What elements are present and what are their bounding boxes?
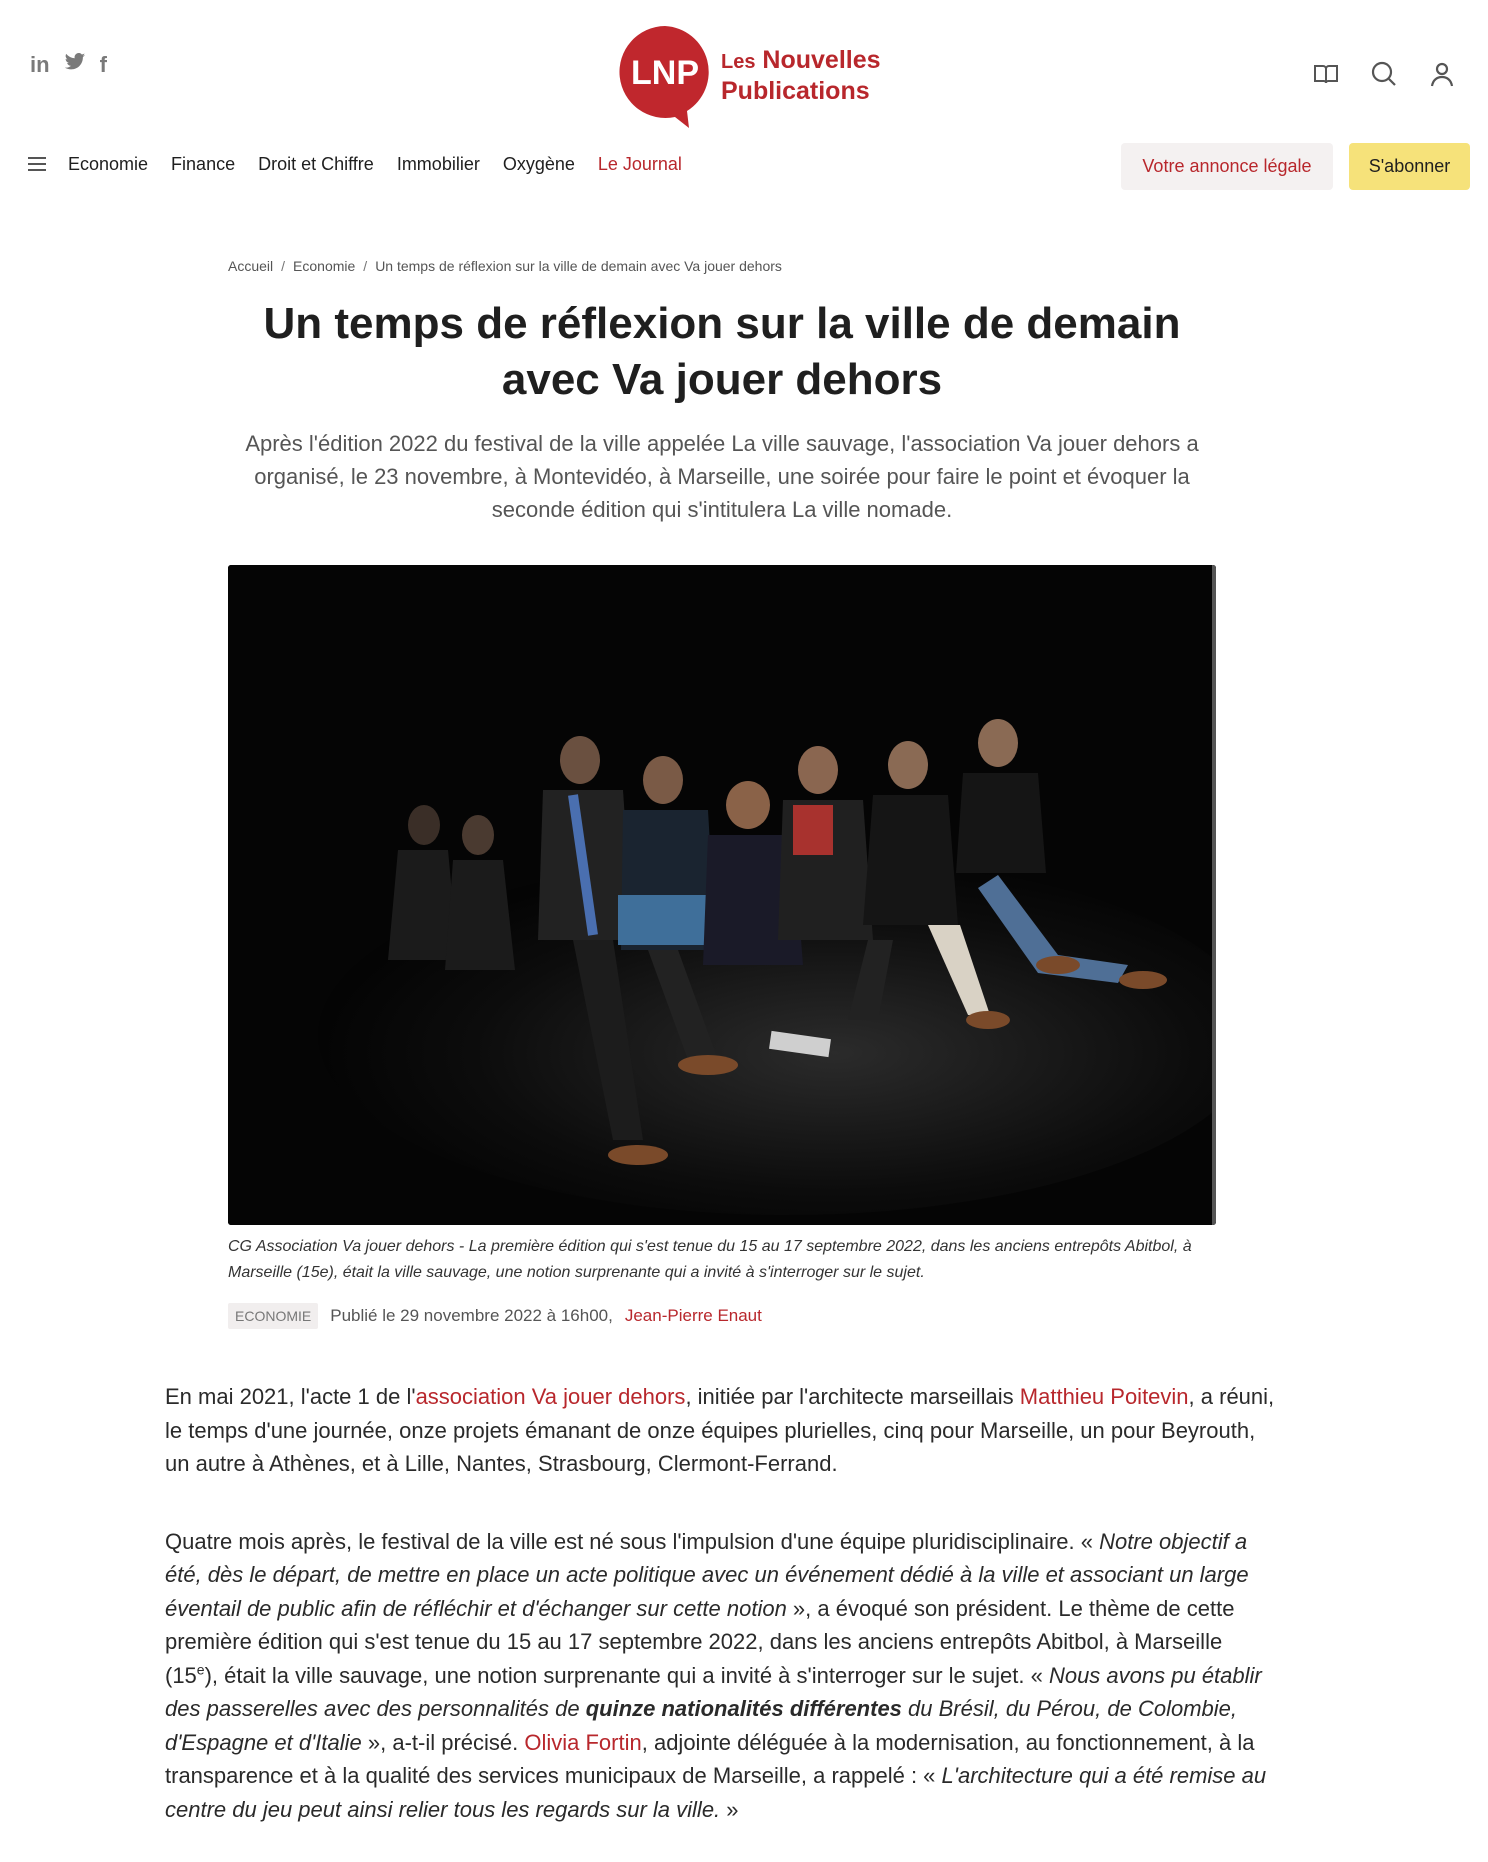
body-paragraph: [165, 1525, 1280, 1827]
nav-item-economie[interactable]: Economie: [68, 154, 149, 174]
body-text: », a-t-il précisé.: [361, 1729, 525, 1755]
logo-mark: [617, 24, 713, 128]
menu-icon[interactable]: [28, 157, 46, 171]
person-link[interactable]: Olivia Fortin: [524, 1729, 642, 1755]
quote-emphasis: quinze nationalités différentes: [585, 1696, 902, 1721]
nav-item-finance[interactable]: Finance: [171, 154, 236, 174]
breadcrumb-section[interactable]: Economie: [293, 258, 356, 274]
breadcrumb-separator: /: [363, 258, 368, 274]
site-logo[interactable]: [617, 24, 881, 128]
nav-item-droit-et-chiffre[interactable]: Droit et Chiffre: [258, 154, 374, 174]
body-text: », a évoqué son président. Le thème de cette première édition qui s'est tenue du 15 au 17 septembre 2022, dans les anciens entrepôts Abitbol, à Marseille (15: [165, 1595, 1235, 1688]
book-icon[interactable]: [1312, 60, 1340, 88]
subscribe-button[interactable]: S'abonner: [1349, 143, 1470, 190]
body-text: , adjointe déléguée à la modernisation, au fonctionnement, à la transparence et à la qualité des services municipaux de Marseille, a rappelé : «: [165, 1729, 1255, 1788]
association-link[interactable]: association Va jouer dehors: [415, 1384, 686, 1409]
logo-wordmark: [721, 46, 881, 106]
body-text: , a réuni, le temps d'une journée, onze projets émanant de onze équipes plurielles, cinq pour Marseille, un pour Beyrouth, un autre à Athènes, et à Lille, Nantes, Strasbourg, Clermont-Ferrand.: [165, 1384, 1275, 1476]
nav-item-immobilier[interactable]: Immobilier: [396, 154, 480, 174]
article-hero-image: [228, 565, 1216, 1225]
quote-text: du Brésil, du Pérou, de Colombie, d'Espagne et d'Italie: [165, 1696, 1237, 1755]
legal-notice-button[interactable]: Votre annonce légale: [1121, 143, 1333, 190]
body-text: Quatre mois après, le festival de la ville est né sous l'impulsion d'une équipe pluridisciplinaire. «: [165, 1528, 1100, 1554]
body-text: ), était la ville sauvage, une notion surprenante qui a invité à s'interroger sur le sujet. «: [204, 1662, 1049, 1688]
facebook-icon[interactable]: f: [99, 51, 107, 77]
article-body: [165, 1380, 1280, 1862]
category-badge[interactable]: ECONOMIE: [228, 1303, 318, 1329]
nav-item-oxygene[interactable]: Oxygène: [502, 154, 575, 174]
body-text: , initiée par l'architecte marseillais: [685, 1384, 1020, 1409]
quote-text: L'architecture qui a été remise au centre du jeu peut ainsi relier tous les regards sur la ville.: [165, 1763, 1267, 1822]
nav-items: [68, 154, 682, 175]
person-link[interactable]: Matthieu Poitevin: [1019, 1384, 1189, 1409]
logo-word-les: Les: [721, 51, 756, 73]
body-text: En mai 2021, l'acte 1 de l': [165, 1384, 416, 1409]
nav-item-le-journal[interactable]: Le Journal: [597, 154, 682, 174]
site-header: [0, 0, 1488, 130]
body-text: »: [720, 1796, 739, 1822]
quote-text: Nous avons pu établir des passerelles avec des personnalités de: [165, 1662, 1262, 1721]
publish-date: Publié le 29 novembre 2022 à 16h00,: [330, 1306, 613, 1325]
breadcrumb-current: Un temps de réflexion sur la ville de demain avec Va jouer dehors: [375, 258, 782, 274]
logo-word-publications: Publications: [721, 77, 870, 105]
superscript: e: [196, 1661, 205, 1678]
article-meta: [228, 1303, 762, 1329]
quote-text: Notre objectif a été, dès le départ, de mettre en place un acte politique avec un événement dédié à la ville et associant un large éventail de public afin de réfléchir et d'échanger sur cette notion: [165, 1528, 1249, 1621]
breadcrumb-separator: /: [281, 258, 286, 274]
linkedin-icon[interactable]: in: [30, 51, 50, 77]
header-actions: [1312, 60, 1456, 88]
image-caption: CG Association Va jouer dehors - La première édition qui s'est tenue du 15 au 17 septembre 2022, dans les anciens entrepôts Abitbol, à Marseille (15e), était la ville sauvage, une notion surprenante qui a invité à s'interroger sur le sujet.: [228, 1238, 1192, 1281]
article-lede: Après l'édition 2022 du festival de la ville appelée La ville sauvage, l'association Va jouer dehors a organisé, le 23 novembre, à Montevidéo, à Marseille, une soirée pour faire le point et évoquer la seconde édition qui s'intitulera La ville nomade.: [245, 431, 1199, 522]
twitter-icon[interactable]: [64, 52, 86, 77]
search-icon[interactable]: [1370, 60, 1398, 88]
body-paragraph: [165, 1380, 1280, 1481]
author-link[interactable]: Jean-Pierre Enaut: [624, 1306, 762, 1325]
breadcrumb-home[interactable]: Accueil: [228, 258, 274, 274]
logo-mark-text: LNP: [631, 54, 699, 92]
article-title: Un temps de réflexion sur la ville de demain avec Va jouer dehors: [263, 299, 1181, 404]
logo-word-nouvelles: Nouvelles: [762, 46, 881, 74]
breadcrumb: [228, 258, 782, 274]
social-links: [30, 52, 107, 77]
user-icon[interactable]: [1428, 60, 1456, 88]
